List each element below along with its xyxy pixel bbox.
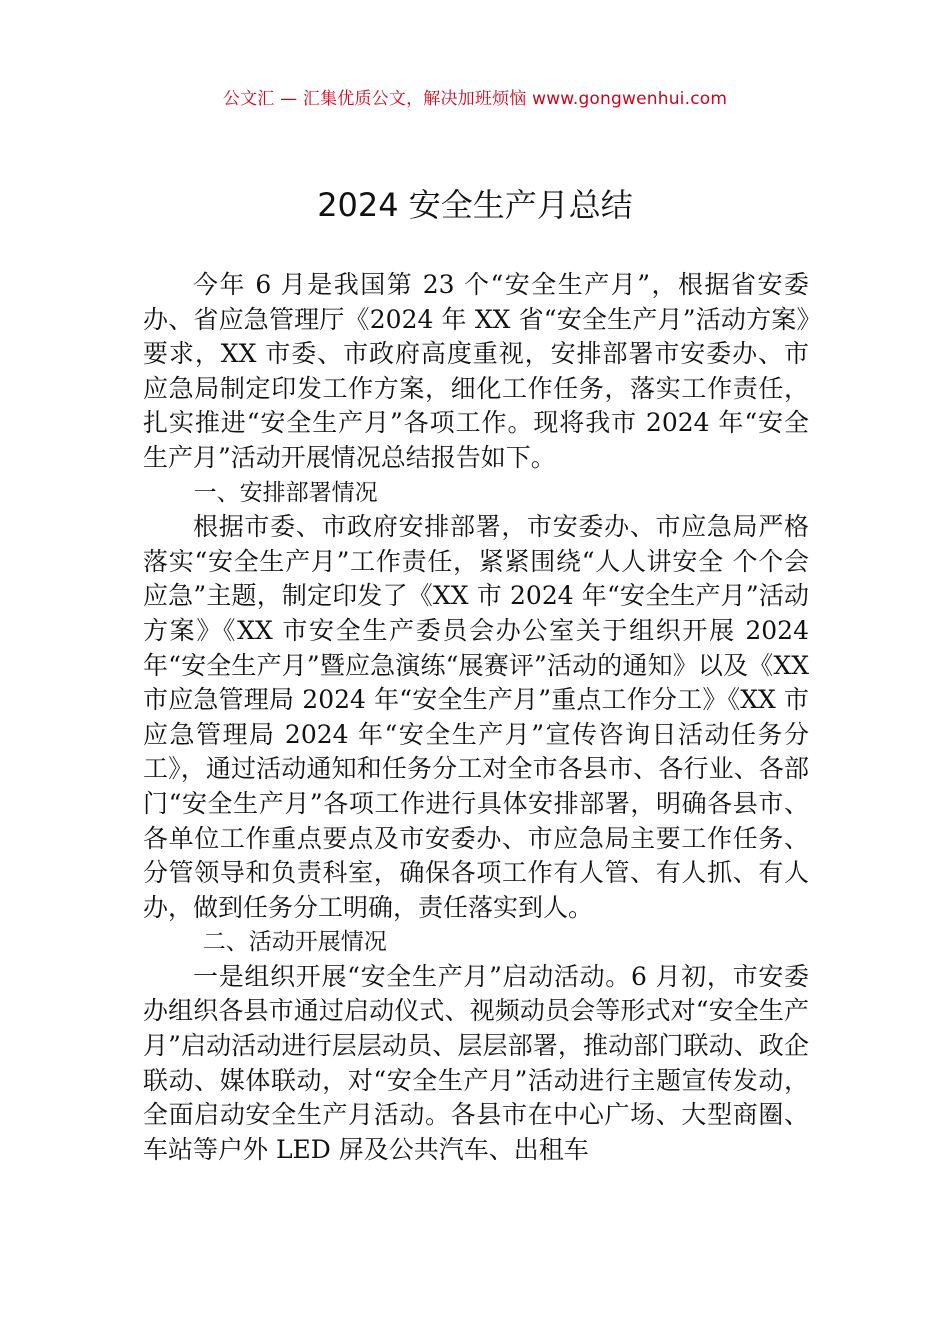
- section-heading-1: 一、安排部署情况: [193, 479, 378, 506]
- paragraph-activities: 一是组织开展“安全生产月”启动活动。6 月初，市安委办组织各县市通过启动仪式、视频动员会等形式对“安全生产月”启动活动进行层层动员、层层部署，推动部门联动、政企联动、媒体联动，对“安全生产月”活动进行主题宣传发动，全面启动安全生产月活动。各县市在中心广场、大型商圈、车站等户外 LED 屏及公共汽车、出租车: [143, 961, 809, 1164]
- document-title: 2024 安全生产月总结: [317, 186, 633, 224]
- paragraph-intro: 今年 6 月是我国第 23 个“安全生产月”，根据省安委办、省应急管理厅《2024 年 XX 省“安全生产月”活动方案》要求，XX 市委、市政府高度重视，安排部署市安委办、市应急局制定印发工作方案，细化工作任务，落实工作责任，扎实推进“安全生产月”各项工作。现将我市 2024 年“安全生产月”活动开展情况总结报告如下。: [143, 270, 809, 472]
- document-body: [143, 268, 809, 1167]
- paragraph-arrangement: 根据市委、市政府安排部署，市安委办、市应急局严格落实“安全生产月”工作责任，紧紧围绕“人人讲安全 个个会应急”主题，制定印发了《XX 市 2024 年“安全生产月”活动方案》《XX 市安全生产委员会办公室关于组织开展 2024 年“安全生产月”暨应急演练“展赛评”活动的通知》以及《XX 市应急管理局 2024 年“安全生产月”重点工作分工》《XX 市应急管理局 2024 年“安全生产月”宣传咨询日活动任务分工》，通过活动通知和任务分工对全市各县市、各行业、各部门“安全生产月”各项工作进行具体安排部署，明确各县市、各单位工作重点要点及市安委办、市应急局主要工作任务、分管领导和负责科室，确保各项工作有人管、有人抓、有人办，做到任务分工明确，责任落实到人。: [143, 512, 809, 922]
- site-banner: 公文汇 — 汇集优质公文，解决加班烦恼 www.gongwenhui.com: [222, 89, 728, 109]
- section-heading-2: 二、活动开展情况: [202, 929, 387, 956]
